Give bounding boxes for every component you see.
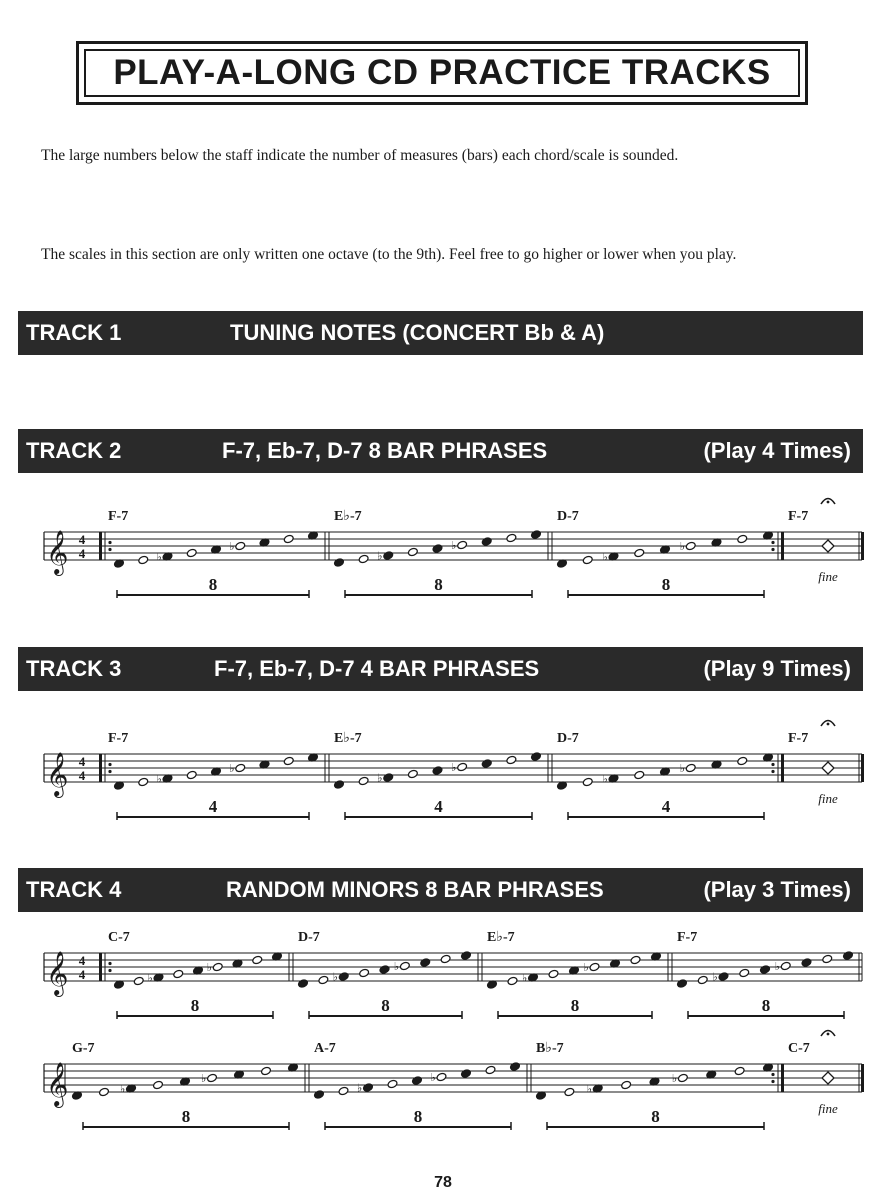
time-signature-bottom: 4 — [78, 967, 86, 982]
repeat-dot — [771, 1080, 774, 1083]
track-number: TRACK 2 — [26, 438, 122, 463]
flat-accidental-icon: ♭ — [451, 761, 457, 774]
track-title: F-7, Eb-7, D-7 4 BAR PHRASES — [214, 656, 540, 681]
intro-text-measures: The large numbers below the staff indicate the number of measures (bars) each chord/scale is sounded. — [41, 147, 679, 164]
flat-accidental-icon: ♭ — [201, 1072, 207, 1085]
scale-note — [98, 1087, 109, 1097]
flat-accidental-icon: ♭ — [602, 550, 608, 564]
time-signature-top: 4 — [78, 532, 86, 547]
scale-note — [152, 1080, 163, 1090]
scale-note — [411, 1076, 422, 1086]
fine-marking: fine — [818, 1101, 838, 1116]
flat-accidental-icon: ♭ — [332, 970, 338, 984]
scale-note — [734, 1066, 745, 1076]
flat-accidental-icon: ♭ — [377, 771, 383, 785]
flat-accidental-icon: ♭ — [156, 550, 162, 564]
scale-note — [460, 1069, 471, 1079]
track-play-count: (Play 4 Times) — [703, 438, 851, 463]
final-chord-symbol: F-7 — [788, 509, 809, 524]
bar-count-number: 8 — [413, 1107, 423, 1126]
bar-count-number: 8 — [208, 575, 218, 594]
time-signature-top: 4 — [78, 953, 86, 968]
flat-accidental-icon: ♭ — [430, 1071, 436, 1084]
bar-count-number: 8 — [661, 575, 671, 594]
flat-accidental-icon: ♭ — [679, 540, 685, 553]
time-signature-bottom: 4 — [78, 768, 86, 783]
flat-accidental-icon: ♭ — [583, 961, 589, 974]
flat-accidental-icon: ♭ — [229, 762, 235, 775]
scale-note — [436, 1072, 447, 1082]
chord-symbol: B♭-7 — [536, 1041, 564, 1056]
scale-note — [313, 1090, 324, 1100]
repeat-dot — [771, 1073, 774, 1076]
scale-note — [260, 1066, 271, 1076]
bar-count-number: 8 — [570, 996, 580, 1015]
track-number: TRACK 4 — [26, 877, 122, 902]
treble-clef-icon: 𝄞 — [46, 1062, 69, 1106]
bar-count-number: 8 — [434, 575, 443, 594]
chord-symbol: E♭-7 — [334, 731, 362, 746]
chord-symbol: A-7 — [314, 1041, 336, 1056]
chord-symbol: D-7 — [557, 731, 579, 746]
track-title: F-7, Eb-7, D-7 8 BAR PHRASES — [222, 438, 548, 463]
fermata-dot — [827, 1033, 830, 1036]
flat-accidental-icon: ♭ — [774, 960, 780, 973]
chord-symbol: D-7 — [298, 930, 320, 945]
flat-accidental-icon: ♭ — [393, 960, 400, 973]
chord-symbol: E♭-7 — [487, 930, 515, 945]
track-number: TRACK 3 — [26, 656, 122, 681]
chord-symbol: F-7 — [677, 930, 698, 945]
chord-symbol: G-7 — [72, 1041, 95, 1056]
chord-symbol: C-7 — [108, 930, 130, 945]
time-signature-top: 4 — [78, 754, 86, 769]
track-number: TRACK 1 — [26, 320, 122, 345]
final-chord-symbol: C-7 — [788, 1041, 810, 1056]
scale-note — [564, 1087, 575, 1097]
bar-count-number: 8 — [190, 996, 200, 1015]
flat-accidental-icon: ♭ — [522, 971, 528, 985]
final-chord-symbol: F-7 — [788, 731, 809, 746]
scale-note — [677, 1073, 688, 1083]
intro-text-octave: The scales in this section are only written one octave (to the 9th). Feel free to go higher or lower when you play. — [41, 246, 737, 263]
bar-count-number: 8 — [761, 996, 771, 1015]
track-play-count: (Play 9 Times) — [703, 656, 851, 681]
scale-note — [362, 1083, 373, 1093]
page-number: 78 — [434, 1174, 452, 1191]
chord-symbol: F-7 — [108, 731, 129, 746]
final-barline-thick — [861, 1064, 864, 1092]
flat-accidental-icon: ♭ — [712, 970, 718, 984]
bar-count-number: 4 — [434, 797, 443, 816]
scale-note — [387, 1079, 398, 1089]
scale-note — [206, 1073, 217, 1083]
flat-accidental-icon: ♭ — [206, 961, 212, 974]
chord-symbol: F-7 — [108, 509, 129, 524]
fine-marking: fine — [818, 791, 838, 806]
flat-accidental-icon: ♭ — [120, 1082, 126, 1096]
repeat-end-thick-line — [781, 1064, 784, 1092]
flat-accidental-icon: ♭ — [586, 1082, 592, 1096]
page-title: PLAY-A-LONG CD PRACTICE TRACKS — [113, 53, 771, 92]
flat-accidental-icon: ♭ — [357, 1081, 363, 1095]
bar-count-number: 4 — [661, 797, 671, 816]
flat-accidental-icon: ♭ — [229, 540, 235, 553]
scale-note — [338, 1086, 349, 1096]
bar-count-number: 8 — [381, 996, 390, 1015]
flat-accidental-icon: ♭ — [671, 1072, 678, 1085]
flat-accidental-icon: ♭ — [377, 549, 383, 563]
bar-count-number: 4 — [208, 797, 218, 816]
flat-accidental-icon: ♭ — [147, 971, 153, 985]
chord-symbol: E♭-7 — [334, 509, 362, 524]
time-signature-bottom: 4 — [78, 546, 86, 561]
flat-accidental-icon: ♭ — [602, 772, 608, 786]
whole-note-diamond — [822, 1072, 834, 1084]
scale-note — [485, 1065, 496, 1075]
chord-symbol: D-7 — [557, 509, 579, 524]
track-title: TUNING NOTES (CONCERT Bb & A) — [230, 320, 605, 345]
treble-clef-icon: 𝄞 — [46, 752, 69, 796]
flat-accidental-icon: ♭ — [451, 539, 457, 552]
bar-count-number: 8 — [651, 1107, 660, 1126]
scale-note — [621, 1080, 632, 1090]
track-title: RANDOM MINORS 8 BAR PHRASES — [226, 877, 604, 902]
bar-count-number: 8 — [181, 1107, 191, 1126]
flat-accidental-icon: ♭ — [679, 762, 685, 775]
track-play-count: (Play 3 Times) — [703, 877, 851, 902]
fine-marking: fine — [818, 569, 838, 584]
treble-clef-icon: 𝄞 — [46, 530, 69, 574]
treble-clef-icon: 𝄞 — [46, 951, 69, 995]
flat-accidental-icon: ♭ — [156, 772, 162, 786]
scale-note — [509, 1062, 520, 1072]
